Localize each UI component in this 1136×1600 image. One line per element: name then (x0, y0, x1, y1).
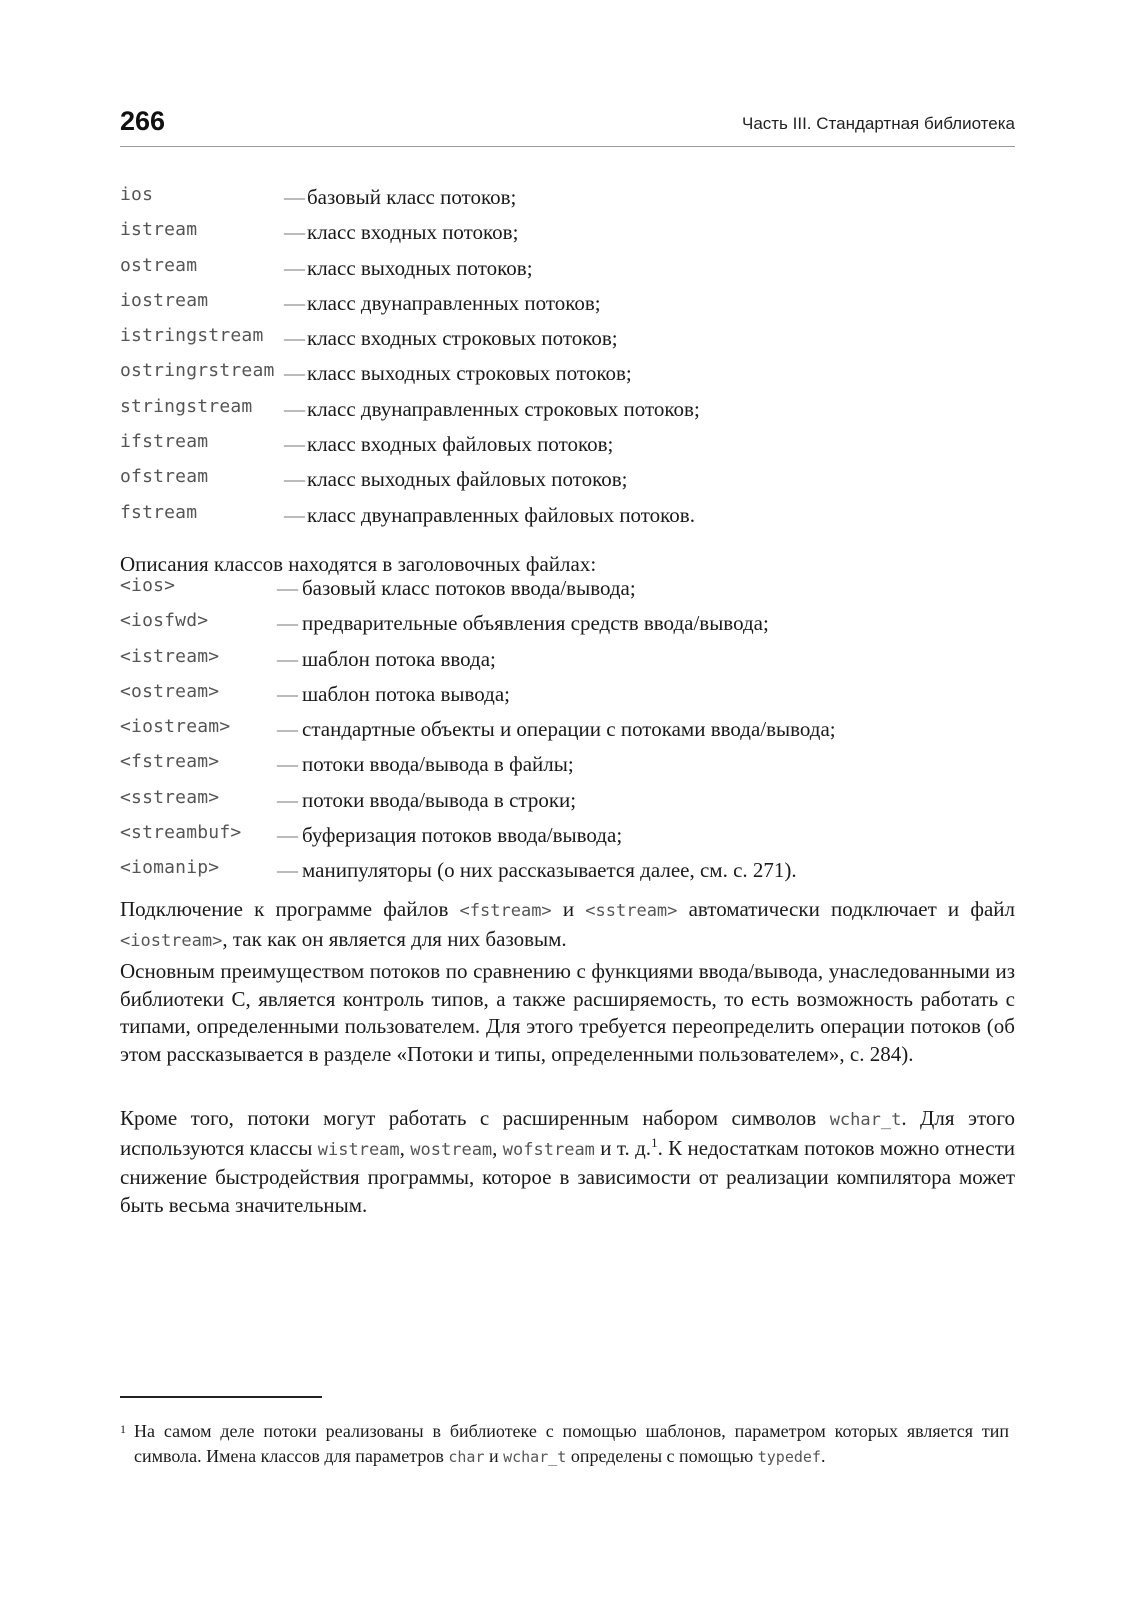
dash: — (277, 681, 298, 706)
list-item (120, 466, 1015, 501)
page-header (120, 106, 1015, 147)
inline-code: wofstream (502, 1139, 595, 1160)
class-name: iostream (120, 289, 209, 311)
header-name: <ios> (120, 575, 176, 596)
inline-code: typedef (757, 1447, 821, 1466)
class-name: stringstream (120, 395, 253, 417)
text: На самом деле потоки реализованы в библиотеке с помощью шаблонов, параметром которых является тип символа. Имена классов для параметров (134, 1421, 1009, 1466)
list-item (120, 290, 1015, 325)
list-item (120, 716, 1015, 751)
footnote-reference: 1 (651, 1134, 658, 1150)
inline-code: <fstream> (459, 901, 552, 921)
footnote-mark: 1 (120, 1422, 126, 1436)
header-description: буферизация потоков ввода/вывода; (302, 823, 623, 848)
header-name: <iostream> (120, 716, 231, 738)
class-name: ifstream (120, 431, 209, 453)
book-page (120, 0, 1015, 1600)
paragraph-advantages: Основным преимуществом потоков по сравнению с функциями ввода/вывода, унаследованными из библиотеки С, является контроль типов, а также расширяемость, то есть возможность работать с типами, определенными пользователем. Для этого требуется переопределить операции потоков (об этом рассказывается в разделе «Потоки и типы, определенными пользователем», с. 284). (120, 959, 1015, 1066)
dash: — (284, 185, 305, 209)
class-name: istream (120, 219, 198, 241)
text: и (484, 1445, 504, 1466)
header-description: шаблон потока ввода; (302, 646, 496, 671)
class-description: класс двунаправленных потоков; (307, 290, 601, 315)
dash: — (284, 220, 305, 245)
list-item (120, 857, 1015, 892)
header-name: <iosfwd> (120, 610, 209, 632)
list-item (120, 255, 1015, 290)
list-item (120, 360, 1015, 395)
text: автоматически подключает и файл (677, 897, 1015, 921)
class-description: класс двунаправленных строковых потоков; (307, 396, 700, 421)
list-item (120, 646, 1015, 681)
inline-code: wistream (317, 1139, 400, 1160)
header-description: стандартные объекты и операции с потоками ввода/вывода; (302, 717, 836, 742)
class-name: ostringrstream (120, 360, 275, 382)
stream-classes-list (120, 184, 1015, 537)
class-name: fstream (120, 501, 198, 523)
dash: — (284, 467, 305, 492)
header-files-list (120, 575, 1015, 893)
header-description: шаблон потока вывода; (302, 681, 510, 706)
class-name: ofstream (120, 466, 209, 488)
dash: — (277, 858, 298, 883)
list-item (120, 610, 1015, 645)
header-description: базовый класс потоков ввода/вывода; (302, 576, 636, 600)
dash: — (277, 646, 298, 671)
header-name: <iomanip> (120, 857, 220, 879)
text: . (820, 1445, 826, 1466)
list-item (120, 431, 1015, 466)
list-item (120, 681, 1015, 716)
list-item (120, 575, 1015, 610)
class-description: класс выходных строковых потоков; (307, 361, 632, 386)
text: Подключение к программе файлов (120, 897, 460, 921)
dash: — (284, 361, 305, 386)
dash: — (277, 611, 298, 636)
dash: — (284, 255, 305, 280)
class-description: базовый класс потоков; (307, 185, 517, 209)
text: и т. д. (594, 1135, 652, 1160)
text: . К недостаткам потоков можно отнести снижение быстродействия программы, которое в зависимости от реализации компилятора может быть весьма значительным. (120, 1135, 1016, 1217)
header-description: потоки ввода/вывода в файлы; (302, 752, 574, 777)
class-description: класс входных файловых потоков; (307, 432, 614, 457)
list-item (120, 219, 1015, 254)
class-description: класс выходных потоков; (307, 255, 533, 280)
paragraph-wide-chars (120, 1105, 1015, 1219)
inline-code: wostream (410, 1139, 493, 1160)
text: и (551, 897, 586, 921)
header-description: предварительные объявления средств ввода/вывода; (302, 611, 769, 636)
dash: — (277, 752, 298, 777)
text: определены с помощью (566, 1445, 758, 1466)
dash: — (277, 823, 298, 848)
class-name: ios (120, 184, 154, 205)
class-description: класс входных строковых потоков; (307, 326, 618, 351)
inline-code: <sstream> (585, 901, 678, 921)
dash: — (284, 326, 305, 351)
list-item (120, 822, 1015, 857)
paragraph-includes (120, 896, 1015, 955)
text: Кроме того, потоки могут работать с расширенным набором символов (120, 1106, 830, 1130)
text: , (492, 1135, 503, 1160)
page-number: 266 (120, 106, 166, 136)
list-item (120, 325, 1015, 360)
header-description: потоки ввода/вывода в строки; (302, 787, 577, 812)
text: , так как он является для них базовым. (222, 926, 567, 951)
dash: — (284, 396, 305, 421)
header-name: <sstream> (120, 786, 220, 808)
header-name: <ostream> (120, 680, 220, 702)
text: . Для этого используются классы (120, 1106, 1015, 1160)
list-item (120, 502, 1015, 537)
header-description: манипуляторы (о них рассказывается далее, см. с. 271). (302, 858, 797, 883)
running-head: Часть III. Стандартная библиотека (741, 114, 1015, 133)
list-item (120, 184, 1015, 219)
header-name: <istream> (120, 645, 220, 667)
footnote (120, 1419, 1009, 1469)
class-name: ostream (120, 254, 198, 276)
dash: — (277, 717, 298, 742)
dash: — (277, 576, 298, 600)
class-description: класс выходных файловых потоков; (307, 467, 628, 492)
dash: — (284, 502, 305, 527)
dash: — (284, 290, 305, 315)
class-description: класс двунаправленных файловых потоков. (307, 502, 695, 527)
footnote-divider (120, 1396, 322, 1398)
header-name: <fstream> (120, 751, 220, 773)
inline-code: <iostream> (120, 930, 223, 951)
inline-code: char (448, 1447, 485, 1466)
headers-intro: Описания классов находятся в заголовочных файлах: (120, 552, 597, 576)
dash: — (284, 432, 305, 457)
header-name: <streambuf> (120, 822, 242, 844)
dash: — (277, 787, 298, 812)
list-item (120, 751, 1015, 786)
list-item (120, 787, 1015, 822)
class-name: istringstream (120, 325, 264, 347)
text: , (399, 1135, 411, 1160)
inline-code: wchar_t (829, 1110, 902, 1130)
list-item (120, 396, 1015, 431)
inline-code: wchar_t (503, 1447, 567, 1466)
class-description: класс входных потоков; (307, 220, 519, 245)
